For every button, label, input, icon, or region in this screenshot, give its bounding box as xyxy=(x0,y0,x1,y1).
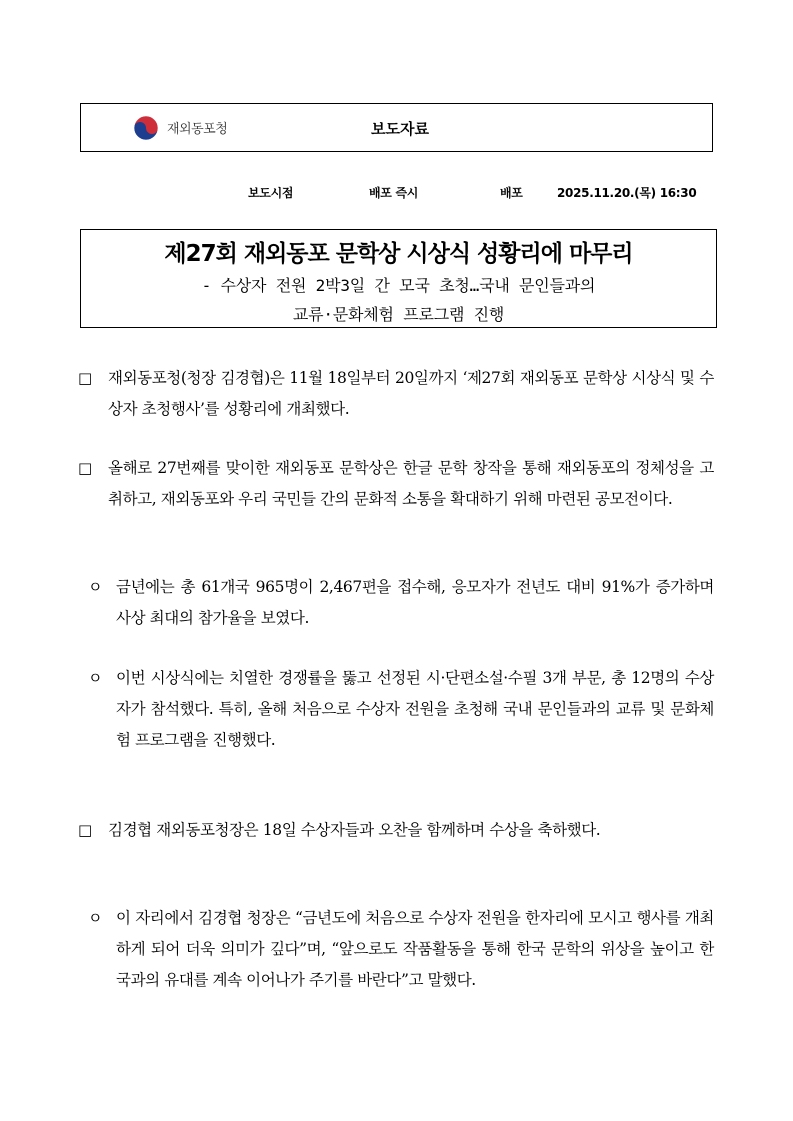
square-bullet: □ xyxy=(78,821,92,839)
paragraph-text: 이번 시상식에는 치열한 경쟁률을 뚫고 선정된 시·단편소설·수필 3개 부문, 총 12명의 수상자가 참석했다. 특히, 올해 처음으로 수상자 전원을 초청해 국내 문인들과의 교류 및 문화체험 프로그램을 진행했다. xyxy=(116,669,714,749)
headline-subtitle-line1: - 수상자 전원 2박3일 간 모국 초청…국내 문인들과의 xyxy=(201,276,596,295)
paragraph-5 xyxy=(78,815,714,846)
paragraph-text: 김경협 재외동포청장은 18일 수상자들과 오찬을 함께하며 수상을 축하했다. xyxy=(108,821,601,839)
paragraph-text: 금년에는 총 61개국 965명이 2,467편을 접수해, 응모자가 전년도 대비 91%가 증가하며 사상 최대의 참가율을 보였다. xyxy=(116,578,714,627)
square-bullet: □ xyxy=(78,369,92,387)
press-release-header xyxy=(80,103,713,152)
paragraph-3 xyxy=(88,572,714,634)
embargo-value: 배포 즉시 xyxy=(369,186,419,200)
doc-type-label: 보도자료 xyxy=(371,120,429,138)
paragraph-text: 이 자리에서 김경협 청장은 “금년도에 처음으로 수상자 전원을 한자리에 모시고 행사를 개최하게 되어 더욱 의미가 깊다”며, “앞으로도 작품활동을 통해 한국 문학의 위상을 높이고 한국과의 유대를 계속 이어나가 주기를 바란다”고 말했다. xyxy=(116,909,714,989)
paragraph-text: 올해로 27번째를 맞이한 재외동포 문학상은 한글 문학 창작을 통해 재외동포의 정체성을 고취하고, 재외동포와 우리 국민들 간의 문화적 소통을 확대하기 위해 마련된 공모전이다. xyxy=(108,459,714,508)
paragraph-text: 재외동포청(청장 김경협)은 11월 18일부터 20일까지 ‘제27회 재외동포 문학상 시상식 및 수상자 초청행사’를 성황리에 개최했다. xyxy=(108,369,714,418)
square-bullet: □ xyxy=(78,459,92,477)
embargo-label: 보도시점 xyxy=(248,186,294,200)
circle-bullet: ㅇ xyxy=(88,909,103,927)
paragraph-4 xyxy=(88,663,714,756)
distribution-datetime: 2025.11.20.(목) 16:30 xyxy=(557,186,697,200)
headline-subtitle-line2: 교류·문화체험 프로그램 진행 xyxy=(292,305,505,324)
paragraph-6 xyxy=(88,903,714,996)
headline-box xyxy=(80,229,717,328)
paragraph-1 xyxy=(78,363,714,425)
org-name: 재외동포청 xyxy=(167,122,228,137)
distribution-label: 배포 xyxy=(500,186,523,200)
government-logo-icon xyxy=(133,115,159,141)
circle-bullet: ㅇ xyxy=(88,578,103,596)
paragraph-2 xyxy=(78,453,714,515)
headline-title: 제27회 재외동포 문학상 시상식 성황리에 마무리 xyxy=(164,241,633,267)
circle-bullet: ㅇ xyxy=(88,669,103,687)
